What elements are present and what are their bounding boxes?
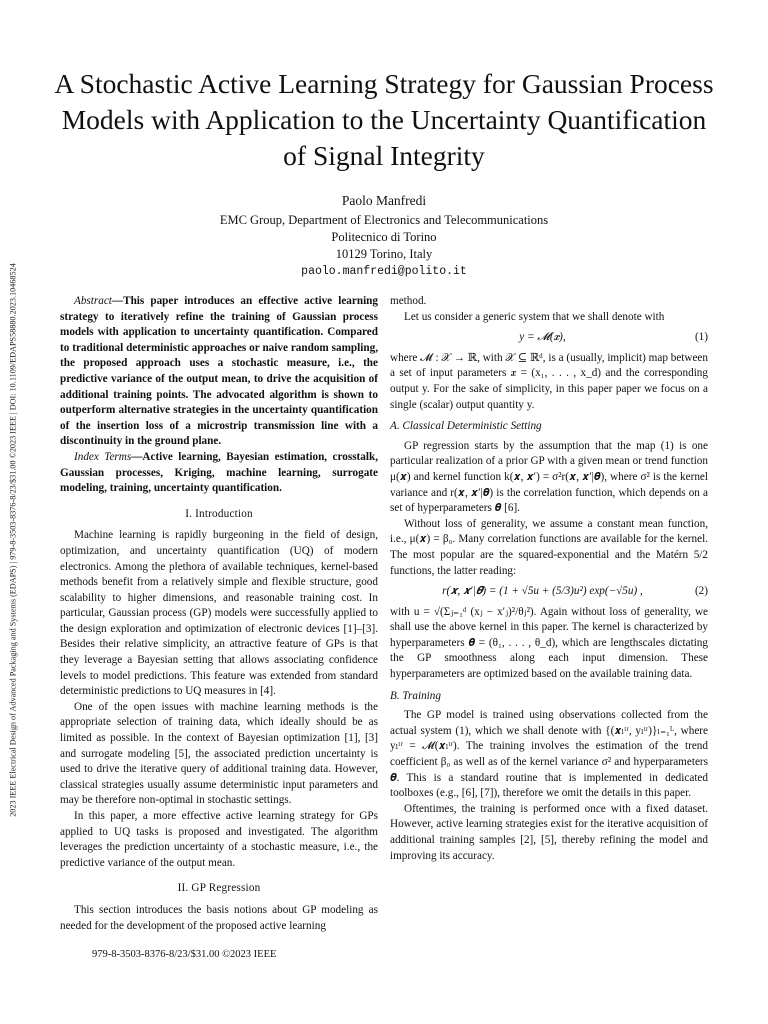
equation-2-body: r(𝒙, 𝒙′|𝜽) = (1 + √5u + (5/3)u²) exp(−√5u) , (442, 585, 643, 598)
equation-1-body: y = 𝓜(𝒙), (519, 331, 566, 344)
section-heading-gp-regression: II. GP Regression (177, 882, 261, 895)
author-affiliation-2: Politecnico di Torino (331, 230, 437, 244)
abstract-label: Abstract (74, 295, 112, 307)
author-affiliation-1: EMC Group, Department of Electronics and Telecommunications (219, 213, 549, 227)
author-affiliation-3: 10129 Torino, Italy (335, 247, 433, 261)
subsection-a-paragraph-2: Without loss of generality, we assume a constant mean function, i.e., μ(𝒙) = β₀. Many correlation functions are available for the kernel. The most popular are the squared-exponential and the Matérn 5/2 functions, the latter reading: (390, 517, 708, 577)
intro-paragraph-3: In this paper, a more effective active learning strategy for GPs applied to UQ tasks is proposed and investigated. The algorithm leverages the prediction uncertainty of a stochastic measure, i.e., the predictive variance of the output mean. (60, 810, 378, 869)
author-block (100, 192, 668, 280)
doi-sidebar-text: 2023 IEEE Electrical Design of Advanced Packaging and Systems (EDAPS) | 979-8-3503-8376-8/23/$31.00 ©2023 IEEE | DOI: 10.1109/EDAPS58880.2023.10468524 (8, 263, 18, 817)
equation-1 (390, 330, 708, 346)
index-terms-text: —Active learning, Bayesian estimation, crosstalk, Gaussian processes, Kriging, machine learning, surrogate modeling, training, uncertainty quantification. (60, 450, 378, 495)
equation-2 (390, 584, 708, 600)
copyright-footer: 979-8-3503-8376-8/23/$31.00 ©2023 IEEE (92, 949, 277, 960)
left-column (60, 294, 378, 934)
subsection-heading-b: B. Training (390, 689, 441, 702)
abstract (60, 294, 378, 450)
right-column (390, 294, 708, 864)
subsection-a-paragraph-3: with u = √(Σⱼ₌₁ᵈ (xⱼ − x′ⱼ)²/θⱼ²). Again without loss of generality, we shall use the above kernel in this paper. The kernel is characterized by hyperparameters 𝜽 = (θ₁, . . . , θ_d), which are lengthscales dictating the GP smoothness along each input dimension. These hyperparameters are optimized based on the available training data. (390, 605, 708, 681)
gp-paragraph-3: where 𝓜 : 𝒳 → ℝ, with 𝒳 ⊆ ℝᵈ, is a (usually, implicit) map between a set of input parameters 𝒙 = (x₁, . . . , x_d) and the corresponding output y. For the sake of simplicity, in this paper paper we focus on a single (scalar) output quantity y. (390, 351, 708, 411)
subsection-heading-a: A. Classical Deterministic Setting (390, 420, 542, 433)
subsection-b-paragraph-2: Oftentimes, the training is performed once with a fixed dataset. However, active learning strategies exist for the iterative acquisition of additional training samples [2], [5], thereby refining the model and improving its accuracy. (390, 802, 708, 862)
intro-paragraph-2: One of the open issues with machine learning methods is the appropriate selection of training data, which ideally should be as limited as possible. In the context of Bayesian optimization [1], [3] and surrogate modeling [5], the associated prediction uncertainty is used to drive the iterative query of additional training data. However, classical strategies usually assume deterministic input parameters and may be therefore non-optimal in stochastic settings. (60, 700, 378, 807)
author-name: Paolo Manfredi (341, 193, 427, 208)
equation-2-number: (2) (694, 585, 708, 598)
gp-paragraph-2: Let us consider a generic system that we shall denote with (404, 310, 665, 323)
index-terms (60, 450, 378, 497)
author-email[interactable]: paolo.manfredi@polito.it (301, 265, 467, 278)
abstract-text: —This paper introduces an effective active learning strategy to iteratively refine the training of Gaussian process models with application to uncertainty quantification. Compared to traditional deterministic approaches or naive random sampling, the proposed approach uses a stochastic measure, i.e., the predictive variance of the output mean, to drive the acquisition of additional training points. The advocated algorithm is shown to outperform alternative strategies in the uncertainty quantification of the insertion loss of a microstrip transmission line with a discontinuity in the ground plane. (60, 295, 378, 448)
doi-sidebar (6, 150, 20, 930)
intro-paragraph-1: Machine learning is rapidly burgeoning in the field of design, optimization, and uncertainty quantification (UQ) of modern electronics. Among the plethora of available techniques, kernel-based methods benefit from a relatively simple and flexible structure, good scalability to higher dimensions, and reasonable training cost. In particular, Gaussian process (GP) models were successfully applied to the design exploration and optimization of electronic devices [1]–[3]. Besides their relative simplicity, an attractive feature of GPs is that they leverage a Bayesian setting that allows associating confidence levels to model predictions. This feature was extended from standard deterministic predictions to UQ measures in [4]. (60, 529, 378, 698)
section-heading-introduction: I. Introduction (185, 507, 253, 520)
subsection-a-paragraph-1: GP regression starts by the assumption that the map (1) is one particular realization of a prior GP with a given mean or trend function μ(𝒙) and kernel function k(𝒙, 𝒙′) = σ²r(𝒙, 𝒙′|𝜽), where σ² is the kernel variance and r(𝒙, 𝒙′|𝜽) is the correlation function, which depends on a set of hyperparameters 𝜽 [6]. (390, 439, 708, 515)
gp-paragraph-1: This section introduces the basis notions about GP modeling as needed for the development of the proposed active learning (60, 903, 378, 932)
subsection-b-paragraph-1: The GP model is trained using observations collected from the actual system (1), which we shall denote with {(𝒙ₗᵗʳ, yₗᵗʳ)}ₗ₌₁ᴸ, where yₗᵗʳ = 𝓜(𝒙ₗᵗʳ). The training involves the estimation of the trend coefficient β₀ as well as of the kernel variance σ² and hyperparameters 𝜽. This is a standard routine that is implemented in dedicated toolboxes (e.g., [6], [7]), therefore we omit the details in this paper. (390, 709, 708, 800)
gp-paragraph-1-continued: method. (390, 295, 427, 307)
paper-title: A Stochastic Active Learning Strategy for Gaussian Process Models with Application to the Uncertainty Quantification of Signal Integrity (54, 68, 714, 171)
equation-1-number: (1) (694, 331, 708, 344)
index-terms-label: Index Terms (74, 450, 132, 463)
